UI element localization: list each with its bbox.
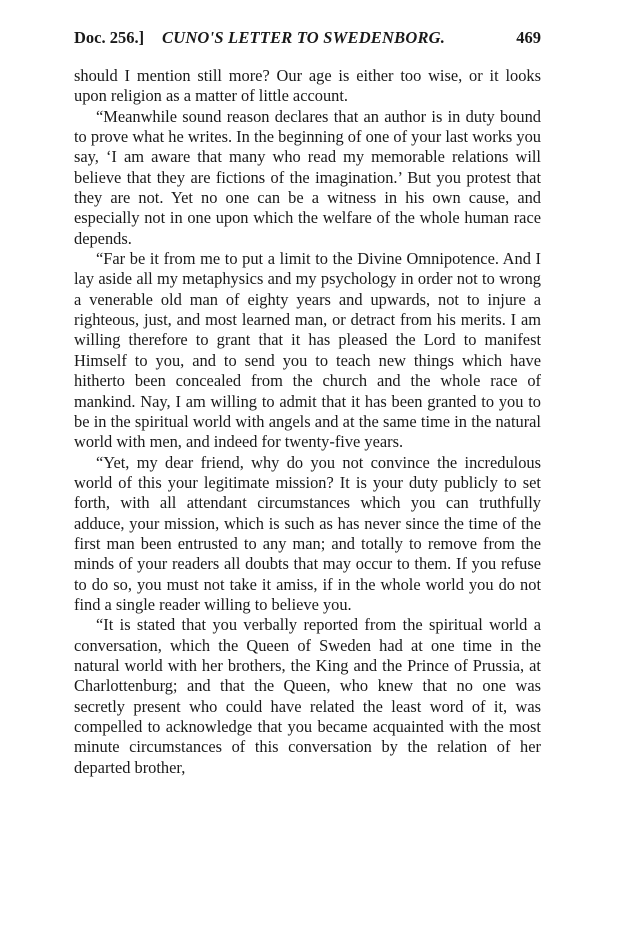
paragraph: should I mention still more? Our age is either too wise, or it looks upon religion as a matter of little account.: [74, 66, 541, 106]
running-header: [74, 28, 541, 48]
document-number: Doc. 256.]: [74, 28, 145, 47]
paragraph: “Meanwhile sound reason declares that an author is in duty bound to prove what he writes. In the beginning of one of your last works you say, ‘I am aware that many who read my memorable relations will believe that they are fictions of the imagination.’ But you protest that they are not. Yet no one can be a witness in his own cause, and especially not in one upon which the welfare of the whole human race depends.: [74, 106, 541, 248]
page-number: 469: [516, 28, 541, 47]
paragraph: “Far be it from me to put a limit to the Divine Omnipotence. And I lay aside all my metaphysics and my psychology in order not to wrong a venerable old man of eighty years and upwards, not to injure a righteous, just, and most learned man, or detract from his merits. I am willing therefore to grant that it has pleased the Lord to manifest Himself to you, and to send you to teach new things which have hitherto been concealed from the church and the whole race of mankind. Nay, I am willing to admit that it has been granted to you to be in the spiritual world with angels and at the same time in the natural world with men, and indeed for twenty-five years.: [74, 249, 541, 452]
running-title: CUNO'S LETTER TO SWEDENBORG.: [162, 28, 446, 47]
paragraph: “Yet, my dear friend, why do you not convince the incredulous world of this your legitimate mission? It is your duty publicly to set forth, with all attendant circumstances which you can truthfully adduce, your mission, which is such as has never since the time of the first man been entrusted to any man; and totally to remove from the minds of your readers all doubts that may occur to them. If you refuse to do so, you must not take it amiss, if in the whole world you do not find a single reader willing to believe you.: [74, 452, 541, 614]
paragraph: “It is stated that you verbally reported from the spiritual world a conversation, which the Queen of Sweden had at one time in the natural world with her brothers, the King and the Prince of Prussia, at Charlottenburg; and that the Queen, who knew that no one was secretly present who could have related the least word of it, was compelled to acknowledge that you became acquainted with the most minute circumstances of this conversation by the relation of her departed brother,: [74, 615, 541, 777]
body-text: [74, 66, 541, 778]
